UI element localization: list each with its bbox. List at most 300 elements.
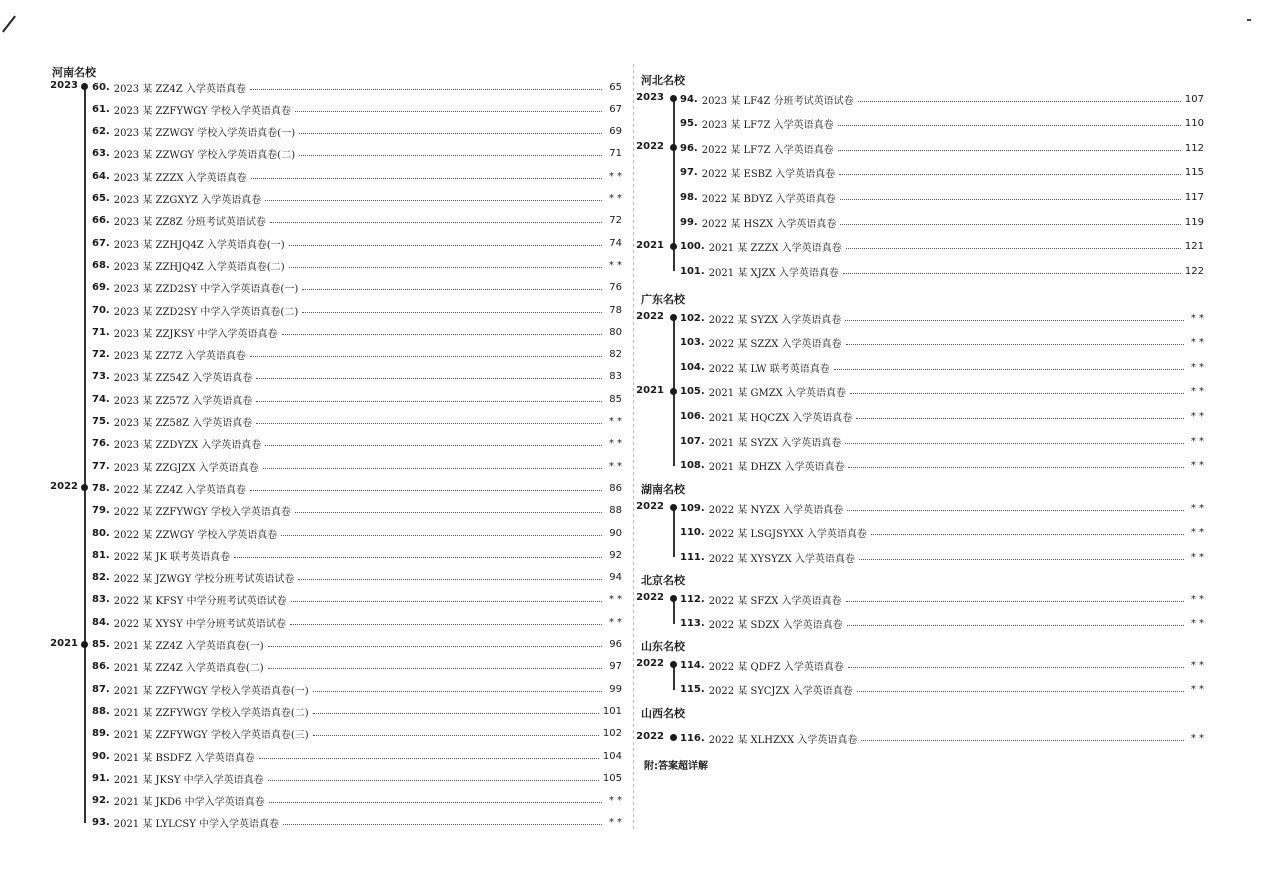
timeline-bullet xyxy=(670,314,677,321)
entry-title: 2022 某 SYCJZX 入学英语真卷 xyxy=(708,686,853,698)
entry-title: 2023 某 ZZJKSY 中学入学英语真卷 xyxy=(113,328,278,340)
entry-title: 2023 某 ZZGJZX 入学英语真卷 xyxy=(113,462,259,474)
toc-entry[interactable] xyxy=(680,189,1204,205)
entry-page: 82 xyxy=(609,349,622,361)
entry-number: 61. xyxy=(92,103,110,115)
dot-leader xyxy=(268,646,602,647)
entry-number: 60. xyxy=(92,81,110,93)
dot-leader xyxy=(270,222,602,223)
dot-leader xyxy=(299,155,602,156)
entry-number: 66. xyxy=(92,215,110,227)
entry-page: * * xyxy=(608,817,622,829)
entry-page: * * xyxy=(608,594,622,606)
entry-number: 93. xyxy=(92,817,110,829)
dot-leader xyxy=(295,512,602,513)
entry-title: 2022 某 KFSY 中学分班考试英语试卷 xyxy=(113,596,287,608)
entry-number: 63. xyxy=(92,148,110,160)
dot-leader xyxy=(846,601,1184,602)
toc-entry[interactable] xyxy=(680,263,1204,279)
entry-title: 2022 某 ZZWGY 学校入学英语真卷 xyxy=(113,529,278,541)
entry-page: * * xyxy=(1190,593,1204,605)
toc-entry[interactable] xyxy=(92,703,622,719)
appendix-note: 附:答案超详解 xyxy=(644,761,708,772)
entry-number: 75. xyxy=(92,416,110,427)
toc-entry[interactable] xyxy=(680,239,1204,255)
dot-leader xyxy=(848,467,1184,468)
dot-leader xyxy=(845,443,1184,444)
dot-leader xyxy=(838,150,1181,151)
entry-number: 113. xyxy=(680,618,705,630)
entry-title: 2023 某 ZZD2SY 中学入学英语真卷(一) xyxy=(113,284,299,296)
entry-page: * * xyxy=(608,193,622,204)
entry-page: * * xyxy=(1190,551,1204,563)
entry-page: * * xyxy=(608,795,622,807)
year-label: 2022 xyxy=(636,141,664,153)
year-label: 2023 xyxy=(636,92,664,103)
entry-title: 2021 某 ZZ4Z 入学英语真卷(一) xyxy=(113,641,264,652)
dot-leader xyxy=(259,758,599,759)
toc-entry[interactable] xyxy=(680,310,1204,326)
entry-title: 2023 某 ZZ4Z 入学英语真卷 xyxy=(113,83,246,95)
entry-number: 97. xyxy=(680,167,698,179)
dot-leader xyxy=(251,178,602,179)
entry-page: 72 xyxy=(609,215,622,227)
toc-entry[interactable] xyxy=(92,302,622,318)
entry-title: 2022 某 LF7Z 入学英语真卷 xyxy=(701,144,834,156)
entry-number: 80. xyxy=(92,527,110,539)
dot-leader xyxy=(269,802,602,803)
toc-entry[interactable] xyxy=(680,730,1204,746)
entry-title: 2022 某 ZZ4Z 入学英语真卷 xyxy=(113,484,246,496)
entry-number: 106. xyxy=(680,410,705,422)
toc-entry[interactable] xyxy=(92,414,622,430)
entry-page: 110 xyxy=(1184,118,1204,130)
entry-page: * * xyxy=(1190,732,1204,744)
entry-title: 2023 某 ZZFYWGY 学校入学英语真卷 xyxy=(113,105,291,117)
toc-entry[interactable] xyxy=(680,91,1204,107)
entry-title: 2023 某 ZZD2SY 中学入学英语真卷(二) xyxy=(113,306,299,318)
entry-title: 2022 某 BDYZ 入学英语真卷 xyxy=(701,193,836,205)
entry-title: 2023 某 ZZDYZX 入学英语真卷 xyxy=(113,440,262,452)
toc-entry[interactable] xyxy=(92,191,622,207)
entry-number: 82. xyxy=(92,572,110,584)
toc-entry[interactable] xyxy=(92,436,622,452)
entry-number: 114. xyxy=(680,659,705,671)
entry-number: 62. xyxy=(92,126,110,138)
toc-entry[interactable] xyxy=(92,391,622,407)
entry-page: 88 xyxy=(609,505,622,517)
entry-page: 101 xyxy=(602,705,622,717)
dot-leader xyxy=(856,418,1184,419)
year-label: 2022 xyxy=(636,731,664,742)
year-label: 2022 xyxy=(50,481,78,493)
entry-title: 2022 某 SDZX 入学英语真卷 xyxy=(708,620,843,632)
entry-title: 2022 某 SZZX 入学英语真卷 xyxy=(708,339,842,351)
toc-entry[interactable] xyxy=(92,146,622,162)
toc-entry[interactable] xyxy=(680,408,1204,424)
entry-title: 2022 某 XLHZXX 入学英语真卷 xyxy=(708,734,858,746)
timeline-bullet xyxy=(81,83,88,90)
entry-title: 2021 某 JKD6 中学入学英语真卷 xyxy=(113,797,265,809)
entry-number: 116. xyxy=(680,732,705,744)
entry-number: 98. xyxy=(680,191,698,203)
toc-entry[interactable] xyxy=(680,433,1204,449)
timeline-bullet xyxy=(670,734,677,741)
dot-leader xyxy=(290,624,602,625)
entry-number: 115. xyxy=(680,684,705,696)
entry-title: 2023 某 ZZ58Z 入学英语真卷 xyxy=(113,418,253,429)
entry-number: 79. xyxy=(92,505,110,517)
dot-leader xyxy=(256,423,602,424)
entry-page: 65 xyxy=(609,81,622,93)
entry-number: 67. xyxy=(92,237,110,249)
entry-page: * * xyxy=(1190,527,1204,539)
entry-page: 117 xyxy=(1184,191,1204,203)
entry-number: 94. xyxy=(680,93,698,105)
timeline-bullet xyxy=(670,144,677,151)
toc-entry[interactable] xyxy=(92,547,622,563)
dot-leader xyxy=(265,200,602,201)
entry-page: 99 xyxy=(609,683,622,695)
dot-leader xyxy=(850,393,1184,394)
timeline-line xyxy=(84,87,86,823)
entry-number: 109. xyxy=(680,502,705,514)
timeline-bullet xyxy=(81,641,88,648)
toc-entry[interactable] xyxy=(680,458,1204,474)
entry-number: 100. xyxy=(680,241,705,253)
dot-leader xyxy=(313,691,602,692)
entry-page: * * xyxy=(608,438,622,450)
entry-number: 76. xyxy=(92,438,110,450)
toc-entry[interactable] xyxy=(680,165,1204,181)
entry-title: 2022 某 LSGJSYXX 入学英语真卷 xyxy=(708,529,867,541)
entry-page: 67 xyxy=(609,103,622,115)
toc-entry[interactable] xyxy=(92,369,622,385)
entry-number: 72. xyxy=(92,349,110,361)
toc-entry[interactable] xyxy=(680,616,1204,632)
entry-number: 74. xyxy=(92,393,110,405)
year-label: 2021 xyxy=(50,637,78,649)
toc-entry[interactable] xyxy=(92,503,622,519)
entry-number: 64. xyxy=(92,170,110,182)
entry-page: * * xyxy=(1190,410,1204,422)
entry-title: 2021 某 DHZX 入学英语真卷 xyxy=(708,462,845,474)
dot-leader xyxy=(858,101,1181,102)
toc-entry[interactable] xyxy=(92,748,622,764)
dot-leader xyxy=(250,89,602,90)
dot-leader xyxy=(302,312,602,313)
year-label: 2023 xyxy=(50,80,78,91)
entry-page: 83 xyxy=(609,371,622,383)
dot-leader xyxy=(295,111,602,112)
entry-title: 2022 某 ESBZ 入学英语真卷 xyxy=(701,169,836,181)
timeline-line xyxy=(673,508,675,557)
entry-title: 2022 某 SFZX 入学英语真卷 xyxy=(708,595,842,607)
toc-entry[interactable] xyxy=(92,235,622,251)
entry-page: * * xyxy=(1190,337,1204,349)
toc-entry[interactable] xyxy=(680,140,1204,156)
dot-leader xyxy=(847,510,1184,511)
dot-leader xyxy=(859,559,1184,560)
entry-page: * * xyxy=(1190,618,1204,630)
entry-title: 2023 某 ZZ57Z 入学英语真卷 xyxy=(113,395,253,407)
toc-entry[interactable] xyxy=(92,213,622,229)
dot-leader xyxy=(834,369,1184,370)
entry-number: 77. xyxy=(92,460,110,472)
entry-page: 86 xyxy=(609,482,622,494)
toc-entry[interactable] xyxy=(680,116,1204,132)
toc-entry[interactable] xyxy=(92,614,622,630)
entry-title: 2022 某 JZWGY 学校分班考试英语试卷 xyxy=(113,574,295,586)
dot-leader xyxy=(268,780,599,781)
year-label: 2022 xyxy=(636,311,664,322)
entry-page: 69 xyxy=(609,126,622,138)
entry-title: 2023 某 ZZ7Z 入学英语真卷 xyxy=(113,351,246,363)
toc-entry[interactable] xyxy=(92,570,622,586)
entry-number: 102. xyxy=(680,312,705,324)
entry-number: 99. xyxy=(680,216,698,228)
toc-entry[interactable] xyxy=(680,525,1204,541)
entry-page: * * xyxy=(1190,312,1204,324)
dot-leader xyxy=(250,490,602,491)
scan-speck xyxy=(1247,19,1251,21)
entry-title: 2022 某 NYZX 入学英语真卷 xyxy=(708,504,844,516)
entry-title: 2021 某 ZZFYWGY 学校入学英语真卷(二) xyxy=(113,707,309,719)
toc-entry[interactable] xyxy=(680,657,1204,673)
entry-page: * * xyxy=(1190,659,1204,671)
entry-page: 121 xyxy=(1184,241,1204,253)
entry-title: 2023 某 ZZ54Z 入学英语真卷 xyxy=(113,373,253,385)
timeline-bullet xyxy=(81,484,88,491)
dot-leader xyxy=(871,534,1184,535)
entry-title: 2021 某 HQCZX 入学英语真卷 xyxy=(708,412,853,424)
entry-number: 96. xyxy=(680,142,698,154)
toc-entry[interactable] xyxy=(92,726,622,742)
entry-page: 96 xyxy=(609,639,622,650)
dot-leader xyxy=(843,273,1181,274)
entry-title: 2021 某 SYZX 入学英语真卷 xyxy=(708,437,842,449)
entry-page: 115 xyxy=(1184,167,1204,179)
toc-entry[interactable] xyxy=(92,659,622,675)
dot-leader xyxy=(857,691,1184,692)
entry-page: 78 xyxy=(609,304,622,316)
column-divider xyxy=(633,64,634,830)
toc-entry[interactable] xyxy=(680,682,1204,698)
entry-title: 2021 某 BSDFZ 入学英语真卷 xyxy=(113,752,255,764)
entry-title: 2021 某 ZZ4Z 入学英语真卷(二) xyxy=(113,663,264,675)
entry-page: 90 xyxy=(609,527,622,539)
timeline-bullet xyxy=(670,243,677,250)
dot-leader xyxy=(263,468,602,469)
toc-entry[interactable] xyxy=(92,168,622,184)
entry-title: 2023 某 ZZZX 入学英语真卷 xyxy=(113,172,247,184)
entry-page: * * xyxy=(1190,502,1204,514)
toc-entry[interactable] xyxy=(92,280,622,296)
entry-title: 2023 某 ZZHJQ4Z 入学英语真卷(一) xyxy=(113,239,285,251)
timeline-bullet xyxy=(670,388,677,395)
section-title: 河北名校 xyxy=(641,74,685,87)
toc-entry[interactable] xyxy=(92,637,622,653)
toc-entry[interactable] xyxy=(680,335,1204,351)
dot-leader xyxy=(256,378,602,379)
entry-title: 2023 某 ZZ8Z 分班考试英语试卷 xyxy=(113,217,266,229)
section-title: 河南名校 xyxy=(52,66,96,79)
dot-leader xyxy=(265,445,602,446)
entry-number: 111. xyxy=(680,551,705,563)
dot-leader xyxy=(846,248,1181,249)
toc-entry[interactable] xyxy=(680,214,1204,230)
toc-entry[interactable] xyxy=(92,324,622,340)
entry-title: 2021 某 JKSY 中学入学英语真卷 xyxy=(113,774,264,786)
entry-title: 2023 某 ZZGXYZ 入学英语真卷 xyxy=(113,195,262,206)
dot-leader xyxy=(250,356,602,357)
timeline-bullet xyxy=(670,595,677,602)
section-title: 广东名校 xyxy=(641,293,685,306)
toc-entry[interactable] xyxy=(92,681,622,697)
dot-leader xyxy=(256,401,602,402)
entry-title: 2022 某 XYSY 中学分班考试英语试卷 xyxy=(113,618,286,630)
timeline-bullet xyxy=(670,504,677,511)
entry-title: 2021 某 ZZFYWGY 学校入学英语真卷(三) xyxy=(113,730,309,742)
entry-number: 112. xyxy=(680,593,705,605)
dot-leader xyxy=(313,713,599,714)
entry-title: 2022 某 HSZX 入学英语真卷 xyxy=(701,218,837,230)
entry-title: 2023 某 LF7Z 入学英语真卷 xyxy=(701,120,834,132)
dot-leader xyxy=(282,334,602,335)
entry-title: 2022 某 SYZX 入学英语真卷 xyxy=(708,314,842,326)
entry-title: 2021 某 LYLCSY 中学入学英语真卷 xyxy=(113,819,280,831)
dot-leader xyxy=(298,579,602,580)
entry-page: 85 xyxy=(609,393,622,405)
entry-page: 105 xyxy=(602,772,622,784)
entry-number: 65. xyxy=(92,193,110,204)
dot-leader xyxy=(268,668,602,669)
entry-number: 87. xyxy=(92,683,110,695)
entry-page: * * xyxy=(1190,386,1204,398)
pen-stroke-mark xyxy=(2,16,16,33)
dot-leader xyxy=(313,735,599,736)
toc-entry[interactable] xyxy=(680,549,1204,565)
toc-entry[interactable] xyxy=(680,359,1204,375)
entry-number: 91. xyxy=(92,772,110,784)
section-title: 湖南名校 xyxy=(641,483,685,496)
toc-entry[interactable] xyxy=(92,815,622,831)
toc-entry[interactable] xyxy=(92,124,622,140)
dot-leader xyxy=(838,125,1181,126)
entry-page: * * xyxy=(608,259,622,271)
entry-number: 69. xyxy=(92,282,110,294)
entry-title: 2021 某 GMZX 入学英语真卷 xyxy=(708,388,846,400)
entry-number: 84. xyxy=(92,616,110,628)
entry-page: 102 xyxy=(602,728,622,740)
toc-entry[interactable] xyxy=(92,525,622,541)
toc-entry[interactable] xyxy=(92,347,622,363)
entry-page: 97 xyxy=(609,661,622,673)
entry-page: 119 xyxy=(1184,216,1204,228)
toc-entry[interactable] xyxy=(92,770,622,786)
entry-page: 74 xyxy=(609,237,622,249)
dot-leader xyxy=(848,667,1184,668)
toc-entry[interactable] xyxy=(92,101,622,117)
entry-title: 2023 某 LF4Z 分班考试英语试卷 xyxy=(701,95,854,107)
entry-number: 78. xyxy=(92,482,110,494)
entry-number: 90. xyxy=(92,750,110,762)
dot-leader xyxy=(234,557,602,558)
timeline-bullet xyxy=(670,95,677,102)
entry-page: * * xyxy=(1190,361,1204,373)
entry-title: 2023 某 ZZWGY 学校入学英语真卷(一) xyxy=(113,128,296,140)
section-title: 北京名校 xyxy=(641,574,685,587)
dot-leader xyxy=(302,289,602,290)
year-label: 2021 xyxy=(636,239,664,251)
timeline-line xyxy=(673,599,675,624)
entry-title: 2021 某 ZZFYWGY 学校入学英语真卷(一) xyxy=(113,685,309,697)
dot-leader xyxy=(840,224,1181,225)
entry-number: 73. xyxy=(92,371,110,383)
toc-entry[interactable] xyxy=(92,257,622,273)
entry-number: 86. xyxy=(92,661,110,673)
dot-leader xyxy=(839,174,1181,175)
entry-number: 89. xyxy=(92,728,110,740)
entry-page: 122 xyxy=(1184,265,1204,277)
section-title: 山西名校 xyxy=(641,707,685,720)
dot-leader xyxy=(281,535,602,536)
toc-entry[interactable] xyxy=(92,458,622,474)
entry-page: * * xyxy=(608,416,622,427)
entry-number: 81. xyxy=(92,549,110,561)
entry-number: 107. xyxy=(680,435,705,447)
entry-page: * * xyxy=(608,170,622,182)
dot-leader xyxy=(846,344,1184,345)
toc-entry[interactable] xyxy=(680,591,1204,607)
entry-title: 2022 某 ZZFYWGY 学校入学英语真卷 xyxy=(113,507,291,519)
entry-title: 2023 某 ZZHJQ4Z 入学英语真卷(二) xyxy=(113,261,285,273)
entry-number: 95. xyxy=(680,118,698,130)
entry-number: 68. xyxy=(92,259,110,271)
entry-title: 2022 某 XYSYZX 入学英语真卷 xyxy=(708,553,855,565)
entry-number: 101. xyxy=(680,265,705,277)
dot-leader xyxy=(861,740,1184,741)
entry-page: * * xyxy=(608,616,622,628)
entry-page: * * xyxy=(1190,460,1204,472)
entry-page: 71 xyxy=(609,148,622,160)
toc-entry[interactable] xyxy=(92,79,622,95)
toc-entry[interactable] xyxy=(92,592,622,608)
entry-title: 2023 某 ZZWGY 学校入学英语真卷(二) xyxy=(113,150,296,162)
dot-leader xyxy=(840,199,1181,200)
dot-leader xyxy=(845,320,1184,321)
entry-page: 76 xyxy=(609,282,622,294)
dot-leader xyxy=(289,267,602,268)
entry-title: 2022 某 LW 联考英语真卷 xyxy=(708,363,830,375)
entry-number: 71. xyxy=(92,326,110,338)
entry-number: 103. xyxy=(680,337,705,349)
dot-leader xyxy=(299,133,602,134)
entry-number: 85. xyxy=(92,639,110,650)
toc-entry[interactable] xyxy=(92,480,622,496)
entry-page: 92 xyxy=(609,549,622,561)
year-label: 2022 xyxy=(636,592,664,603)
section-title: 山东名校 xyxy=(641,640,685,653)
timeline-line xyxy=(673,665,675,690)
dot-leader xyxy=(283,824,602,825)
toc-entry[interactable] xyxy=(680,500,1204,516)
entry-page: 112 xyxy=(1184,142,1204,154)
entry-number: 110. xyxy=(680,527,705,539)
timeline-bullet xyxy=(670,661,677,668)
toc-entry[interactable] xyxy=(92,793,622,809)
toc-entry[interactable] xyxy=(680,384,1204,400)
